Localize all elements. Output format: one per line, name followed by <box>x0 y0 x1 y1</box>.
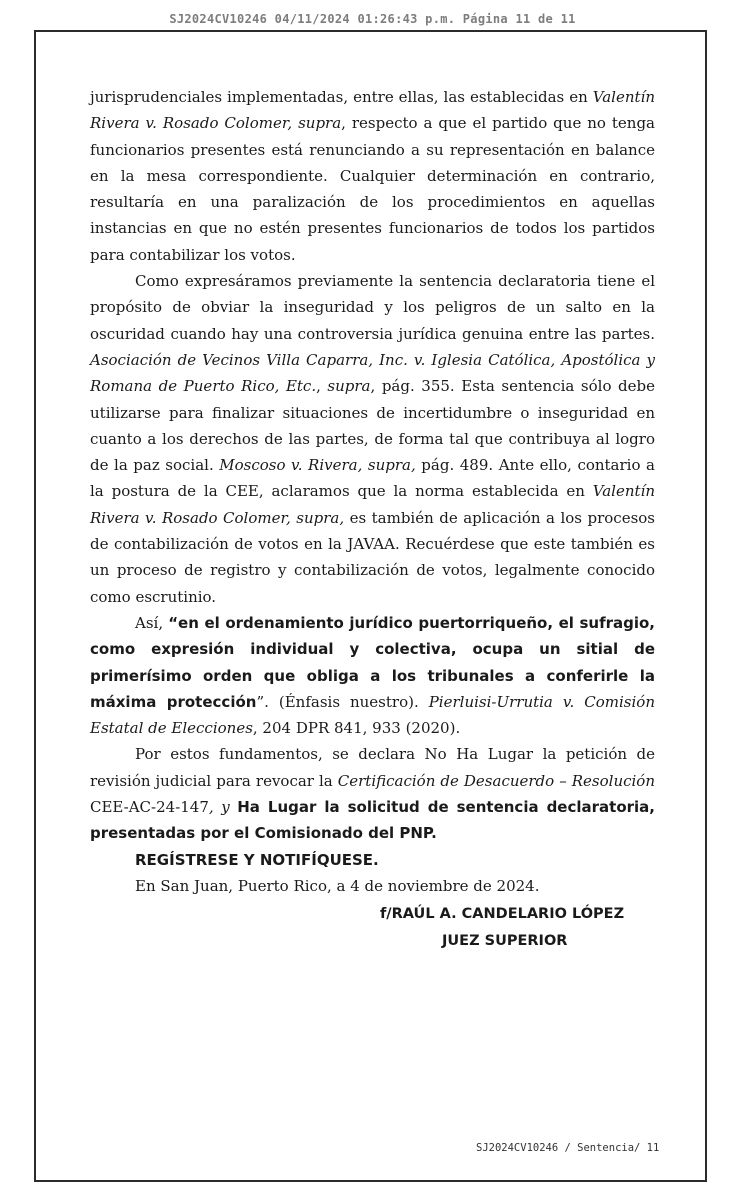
text-run: pág. 489. Ante ello, contario a la postura de la CEE, aclaramos que la norma establecida en <box>90 456 655 501</box>
document-title: Certificación de Desacuerdo – Resolución <box>337 771 656 790</box>
electronic-filing-stamp: SJ2024CV10246 04/11/2024 01:26:43 p.m. Página 11 de 11 <box>169 12 576 26</box>
paragraph-declaratory-judgment <box>90 268 655 610</box>
text-run: , pág. 355. Esta sentencia sólo debe utilizarse para finalizar situaciones de incertidumbre o inseguridad en cuanto a los derechos de las partes, de forma tal que contribuya al logro de la paz social. <box>90 377 655 475</box>
emphasized-quote: “en el ordenamiento jurídico puertorriqueño, el sufragio, como expresión individual y colectiva, ocupa un sitial de primerísimo orden que obliga a los tribunales a conferirle la máxima protección <box>90 613 655 711</box>
text-run: es también de aplicación a los procesos de contabilización de votos en la JAVAA. Recuérdese que este también es un proceso de registro y contabilización de votos, legalmente conocido como escrutinio. <box>90 508 655 606</box>
case-citation: Asociación de Vecinos Villa Caparra, Inc. v. Iglesia Católica, Apostólica y Romana de Puerto Rico, Etc. <box>90 350 655 396</box>
paragraph-jurisprudence-continuation <box>90 84 655 268</box>
case-citation: Valentín Rivera v. Rosado Colomer, supra <box>90 88 655 133</box>
page-footer: SJ2024CV10246 / Sentencia/ 11 <box>476 1142 660 1154</box>
text-run: , 204 DPR 841, 933 (2020). <box>252 719 461 738</box>
signature-name: f/RAÚL A. CANDELARIO LÓPEZ <box>380 906 625 923</box>
place-date-line: En San Juan, Puerto Rico, a 4 de noviembre de 2024. <box>135 876 540 895</box>
case-citation: Pierluisi-Urrutia v. Comisión Estatal de Elecciones <box>90 692 655 738</box>
order-text: REGÍSTRESE Y NOTIFÍQUESE. <box>135 850 379 869</box>
supra-citation: supra <box>327 377 371 396</box>
paragraph-suffrage-quote <box>90 610 655 741</box>
text-run: Como expresáramos previamente la sentencia declaratoria tiene el propósito de obviar la inseguridad y los peligros de un salto en la oscuridad cuando hay una controversia jurídica genuina entre las partes. <box>90 272 655 343</box>
text-run: , y <box>208 798 230 817</box>
text-run: Así, <box>135 613 169 632</box>
ruling-statement: Ha Lugar la solicitud de sentencia declaratoria, presentadas por el Comisionado del PNP. <box>90 798 655 843</box>
document-body <box>90 84 655 954</box>
paragraph-ruling <box>90 741 655 846</box>
order-line <box>90 847 655 873</box>
signature-title: JUEZ SUPERIOR <box>442 932 568 949</box>
text-run: , <box>316 377 328 396</box>
case-citation: Moscoso v. Rivera, supra, <box>219 456 416 475</box>
text-run: , respecto a que el partido que no tenga funcionarios presentes está renunciando a su representación en balance en la mesa correspondiente. Cualquier determinación en contrario, resultaría en una paralización de los procedimientos en aquellas instancias en que no estén presentes funcionarios de todos los partidos para contabilizar los votos. <box>90 114 655 264</box>
text-run: jurisprudenciales implementadas, entre ellas, las establecidas en <box>90 88 593 106</box>
text-run: CEE-AC-24-147 <box>90 798 209 817</box>
text-run: ”. (Énfasis nuestro). <box>256 692 429 711</box>
case-citation: Valentín Rivera v. Rosado Colomer, supra, <box>90 482 655 527</box>
text-run: Por estos fundamentos, se declara No Ha Lugar la petición de revisión judicial para revocar la <box>90 745 655 790</box>
